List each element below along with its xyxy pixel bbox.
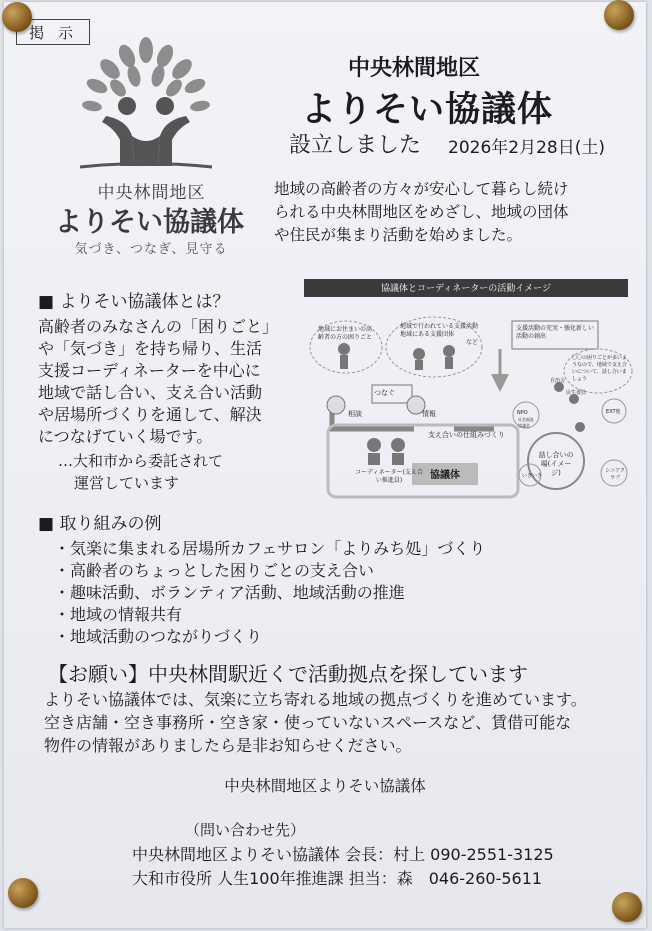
- diagram-meeting-label: 話し合いの場(イメージ): [538, 451, 574, 477]
- organization-signature: 中央林間地区よりそい協議体: [224, 777, 426, 795]
- pushpin-icon: [2, 2, 32, 32]
- diagram-circle-label: シニアクラブ: [605, 468, 625, 481]
- activity-item: ・地域の情報共有: [54, 605, 183, 624]
- diagram-circle-label: EXT他: [606, 409, 621, 415]
- about-note: [38, 450, 303, 494]
- about-line: につなげていく場です。: [38, 427, 213, 446]
- pushpin-icon: [8, 878, 38, 908]
- logo-tagline: 気づき、つなぎ、見守る: [74, 242, 228, 257]
- about-line: 地域で話し合い、支え合い活動: [38, 383, 263, 402]
- notice-paper: [4, 2, 646, 928]
- diagram-circle-label: 民生委員: [566, 390, 587, 396]
- request-heading: 【お願い】中央林間駅近くで活動拠点を探しています: [48, 662, 528, 686]
- diagram-box-enhance: 支援活動の充実・強化新しい活動の創出: [516, 325, 595, 340]
- diagram-link-label: つなぐ: [374, 389, 395, 397]
- intro-line: 地域の高齢者の方々が安心して暮らし続け: [274, 180, 569, 198]
- about-note-line: …大和市から委託されて: [58, 452, 224, 470]
- activity-item: ・気楽に集まれる居場所カフェサロン「よりみち処」づくり: [54, 539, 486, 558]
- contact-heading: （問い合わせ先）: [185, 821, 306, 839]
- activity-item: ・高齢者のちょっとした困りごとの支え合い: [54, 561, 375, 580]
- activity-diagram: [304, 279, 634, 501]
- intro-line: られる中央林間地区をめざし、地域の団体: [274, 203, 569, 221]
- activities-list: [38, 538, 598, 648]
- request-body: [44, 688, 634, 757]
- about-section: [38, 287, 303, 494]
- diagram-title: 協議体とコーディネーターの活動イメージ: [380, 284, 551, 294]
- diagram-frame-label: 支え合いの仕組みづくり: [428, 431, 505, 439]
- diagram-circle-label: 自治会: [550, 378, 566, 384]
- diagram-bubble-etc: など: [466, 339, 479, 346]
- request-line: 空き店舗・空き事務所・空き家・使っていないスペースなど、賃借可能な: [44, 713, 572, 732]
- notice-tag: 掲示: [16, 19, 90, 45]
- about-line: 支援コーディネーターを中心に: [38, 361, 261, 380]
- about-line: や居場所づくりを通して、解決: [38, 405, 262, 424]
- contact-row-cityhall: 大和市役所 人生100年推進課 担当：森 046-260-5611: [132, 869, 543, 888]
- diagram-council-label: 協議体: [430, 470, 460, 481]
- pushpin-icon: [604, 0, 634, 30]
- about-line: や「気づき」を持ち帰り、生活: [38, 339, 263, 358]
- diagram-circle-label: NPO: [517, 410, 528, 416]
- request-line: よりそい協議体では、気楽に立ち寄れる地域の拠点づくりを進めています。: [44, 690, 587, 709]
- logo-district-name: 中央林間地区: [97, 183, 206, 203]
- activity-item: ・趣味活動、ボランティア活動、地域活動の推進: [54, 583, 405, 602]
- diagram-circle-label: いきいき: [522, 473, 543, 479]
- about-line: 高齢者のみなさんの「困りごと」: [38, 317, 279, 336]
- header-established: 設立しました: [289, 133, 422, 158]
- activity-item: ・地域活動のつながりづくり: [54, 627, 263, 646]
- page-title: よりそい協議体: [300, 90, 553, 130]
- intro-text: [274, 178, 619, 247]
- diagram-info-label: 情報: [422, 410, 436, 418]
- diagram-consult-label: 相談: [348, 410, 362, 418]
- diagram-circle-label: 社会福祉協議会: [518, 417, 534, 428]
- header-district: 中央林間地区: [347, 56, 480, 81]
- logo-org-name: よりそい協議体: [55, 207, 244, 238]
- diagram-bubble-discuss: 〇〇の困りごとが多いようなので、地域で支え合いについて、話し合いましょう: [572, 355, 628, 382]
- diagram-bubble-support: 地域で行われている支援活動地域にある支援団体: [400, 323, 479, 338]
- activities-section: [38, 509, 598, 648]
- activities-heading: ■ 取り組みの例: [38, 514, 162, 534]
- diagram-bubble-troubles: 地域にお住まいの高齢者の方の困りごと: [318, 326, 373, 341]
- request-line: 物件の情報がありましたら是非お知らせください。: [44, 736, 412, 755]
- header-date: 2026年2月28日(土): [448, 138, 605, 158]
- contact-row-chair: 中央林間地区よりそい協議体 会長：村上 090-2551-3125: [132, 845, 554, 864]
- diagram-coordinator-label: コーディネーター(支え合い推進員): [355, 469, 423, 484]
- about-heading: ■ よりそい協議体とは？: [38, 292, 230, 312]
- about-body: [38, 316, 303, 448]
- intro-line: や住民が集まり活動を始めました。: [274, 226, 523, 244]
- about-note-line: 運営しています: [74, 474, 180, 492]
- pushpin-icon: [612, 892, 642, 922]
- tree-logo-icon: [72, 36, 220, 174]
